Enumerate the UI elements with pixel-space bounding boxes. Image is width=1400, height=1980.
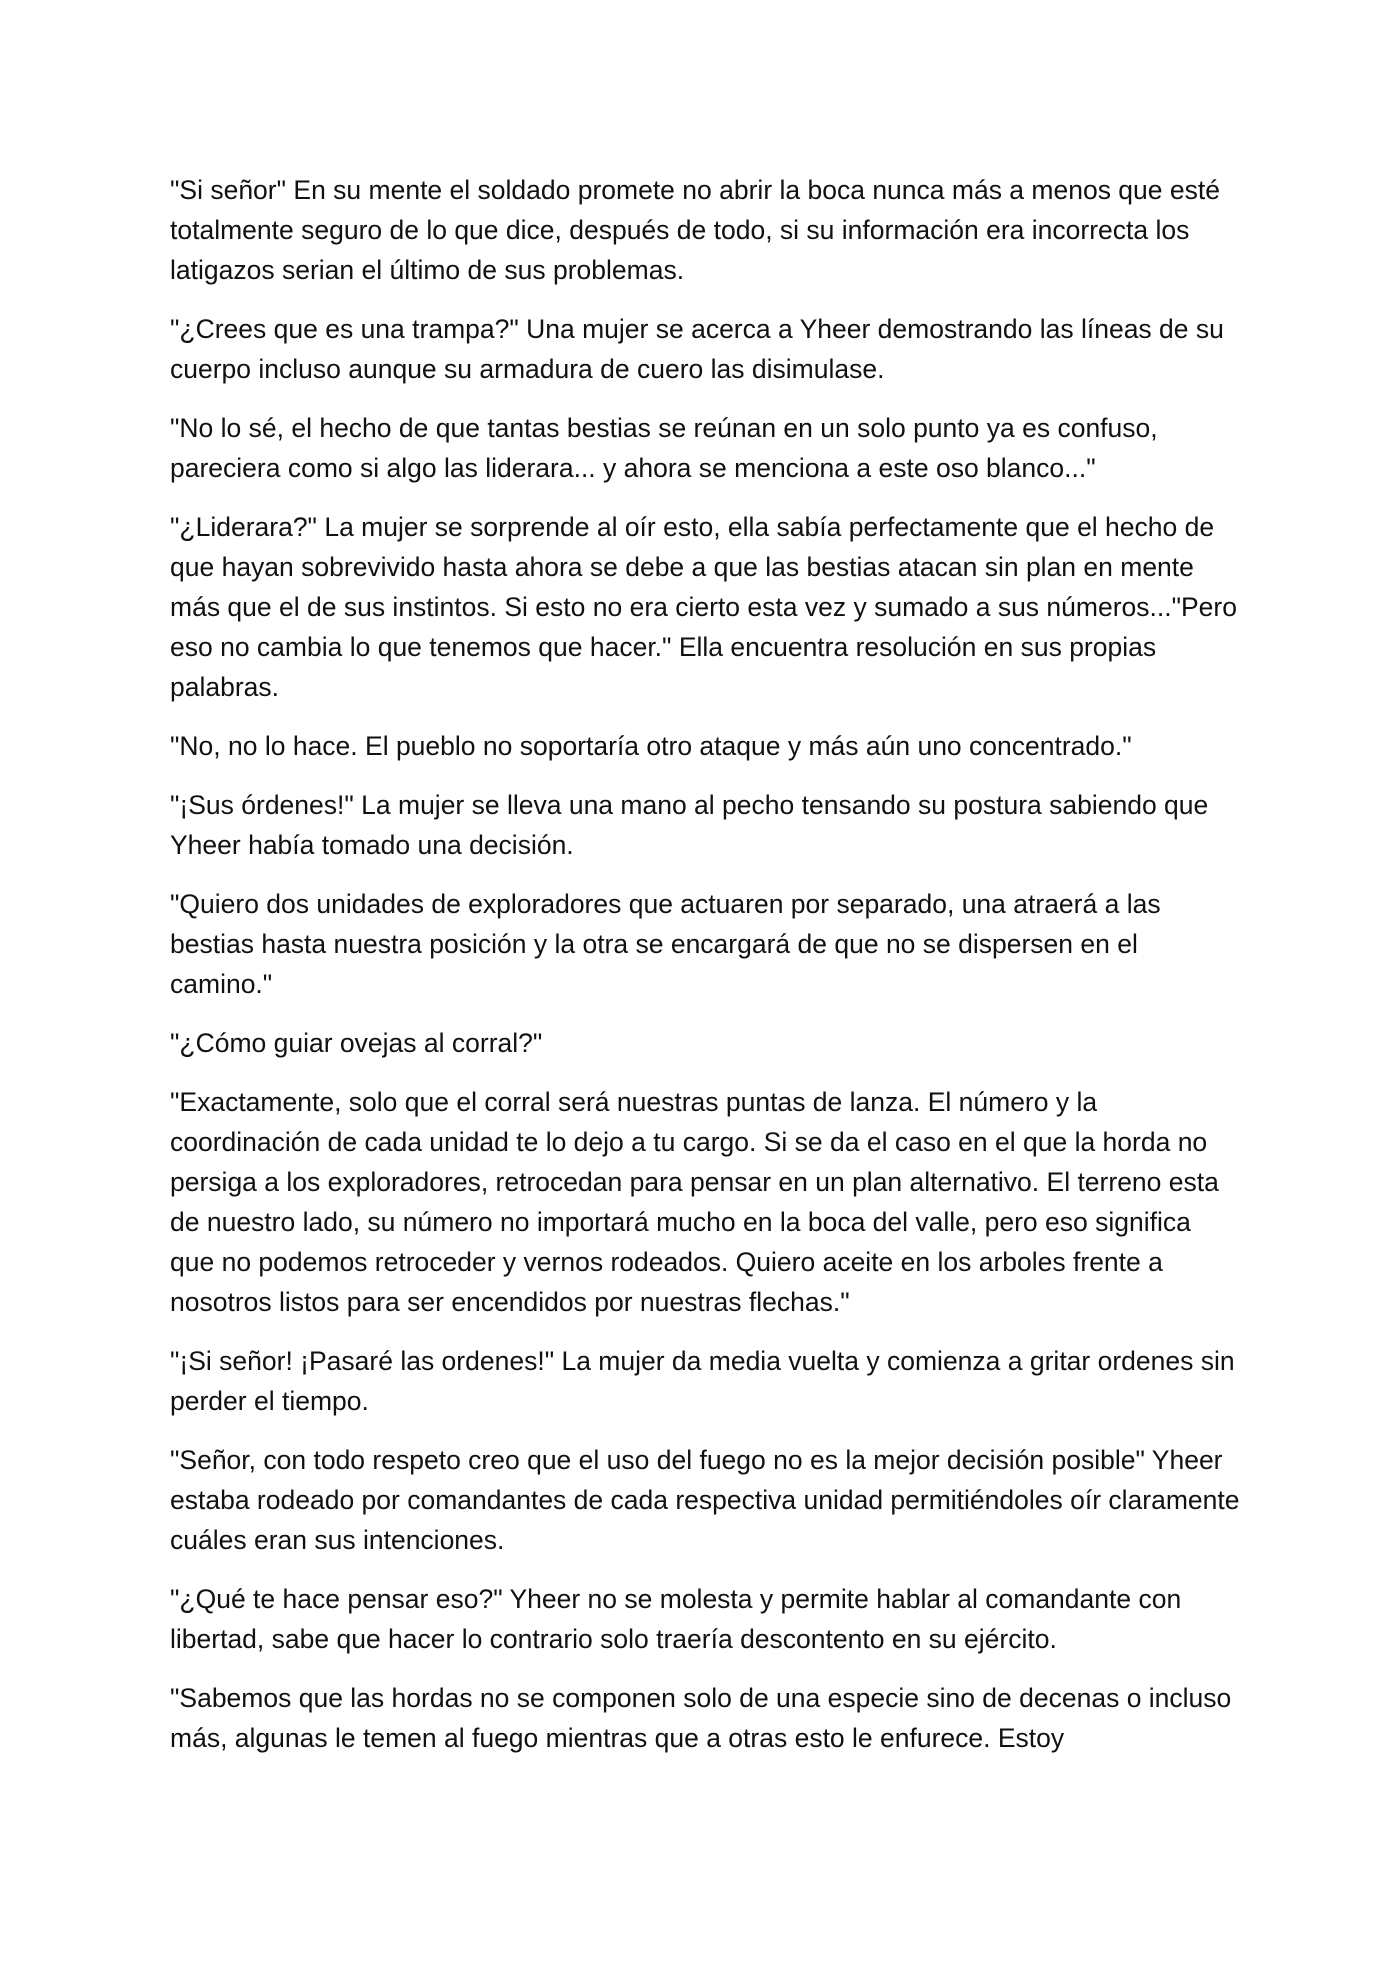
document-body — [170, 170, 1240, 1777]
paragraph-9: "Exactamente, solo que el corral será nuestras puntas de lanza. El número y la coordinación de cada unidad te lo dejo a tu cargo. Si se da el caso en el que la horda no persiga a los exploradores, retrocedan para pensar en un plan alternativo. El terreno esta de nuestro lado, su número no importará mucho en la boca del valle, pero eso significa que no podemos retroceder y vernos rodeados. Quiero aceite en los arboles frente a nosotros listos para ser encendidos por nuestras flechas." — [170, 1087, 1219, 1317]
paragraph-2: "¿Crees que es una trampa?" Una mujer se acerca a Yheer demostrando las líneas de su cuerpo incluso aunque su armadura de cuero las disimulase. — [170, 314, 1224, 384]
paragraph-8: "¿Cómo guiar ovejas al corral?" — [170, 1028, 543, 1058]
paragraph-3: "No lo sé, el hecho de que tantas bestias se reúnan en un solo punto ya es confuso, pareciera como si algo las liderara... y ahora se menciona a este oso blanco..." — [170, 413, 1158, 483]
paragraph-7: "Quiero dos unidades de exploradores que actuaren por separado, una atraerá a las bestias hasta nuestra posición y la otra se encargará de que no se dispersen en el camino." — [170, 889, 1161, 999]
paragraph-4: "¿Liderara?" La mujer se sorprende al oír esto, ella sabía perfectamente que el hecho de que hayan sobrevivido hasta ahora se debe a que las bestias atacan sin plan en mente más que el de sus instintos. Si esto no era cierto esta vez y sumado a sus números..."Pero eso no cambia lo que tenemos que hacer." Ella encuentra resolución en sus propias palabras. — [170, 512, 1237, 702]
paragraph-5: "No, no lo hace. El pueblo no soportaría otro ataque y más aún uno concentrado." — [170, 731, 1132, 761]
paragraph-11: "Señor, con todo respeto creo que el uso del fuego no es la mejor decisión posible" Yheer estaba rodeado por comandantes de cada respectiva unidad permitiéndoles oír claramente cuáles eran sus intenciones. — [170, 1445, 1240, 1555]
paragraph-10: "¡Si señor! ¡Pasaré las ordenes!" La mujer da media vuelta y comienza a gritar ordenes sin perder el tiempo. — [170, 1346, 1235, 1416]
paragraph-13: "Sabemos que las hordas no se componen solo de una especie sino de decenas o incluso más, algunas le temen al fuego mientras que a otras esto le enfurece. Estoy — [170, 1683, 1232, 1753]
paragraph-6: "¡Sus órdenes!" La mujer se lleva una mano al pecho tensando su postura sabiendo que Yheer había tomado una decisión. — [170, 790, 1209, 860]
paragraph-12: "¿Qué te hace pensar eso?" Yheer no se molesta y permite hablar al comandante con libertad, sabe que hacer lo contrario solo traería descontento en su ejército. — [170, 1584, 1182, 1654]
paragraph-1: "Si señor" En su mente el soldado promete no abrir la boca nunca más a menos que esté totalmente seguro de lo que dice, después de todo, si su información era incorrecta los latigazos serian el último de sus problemas. — [170, 175, 1220, 285]
